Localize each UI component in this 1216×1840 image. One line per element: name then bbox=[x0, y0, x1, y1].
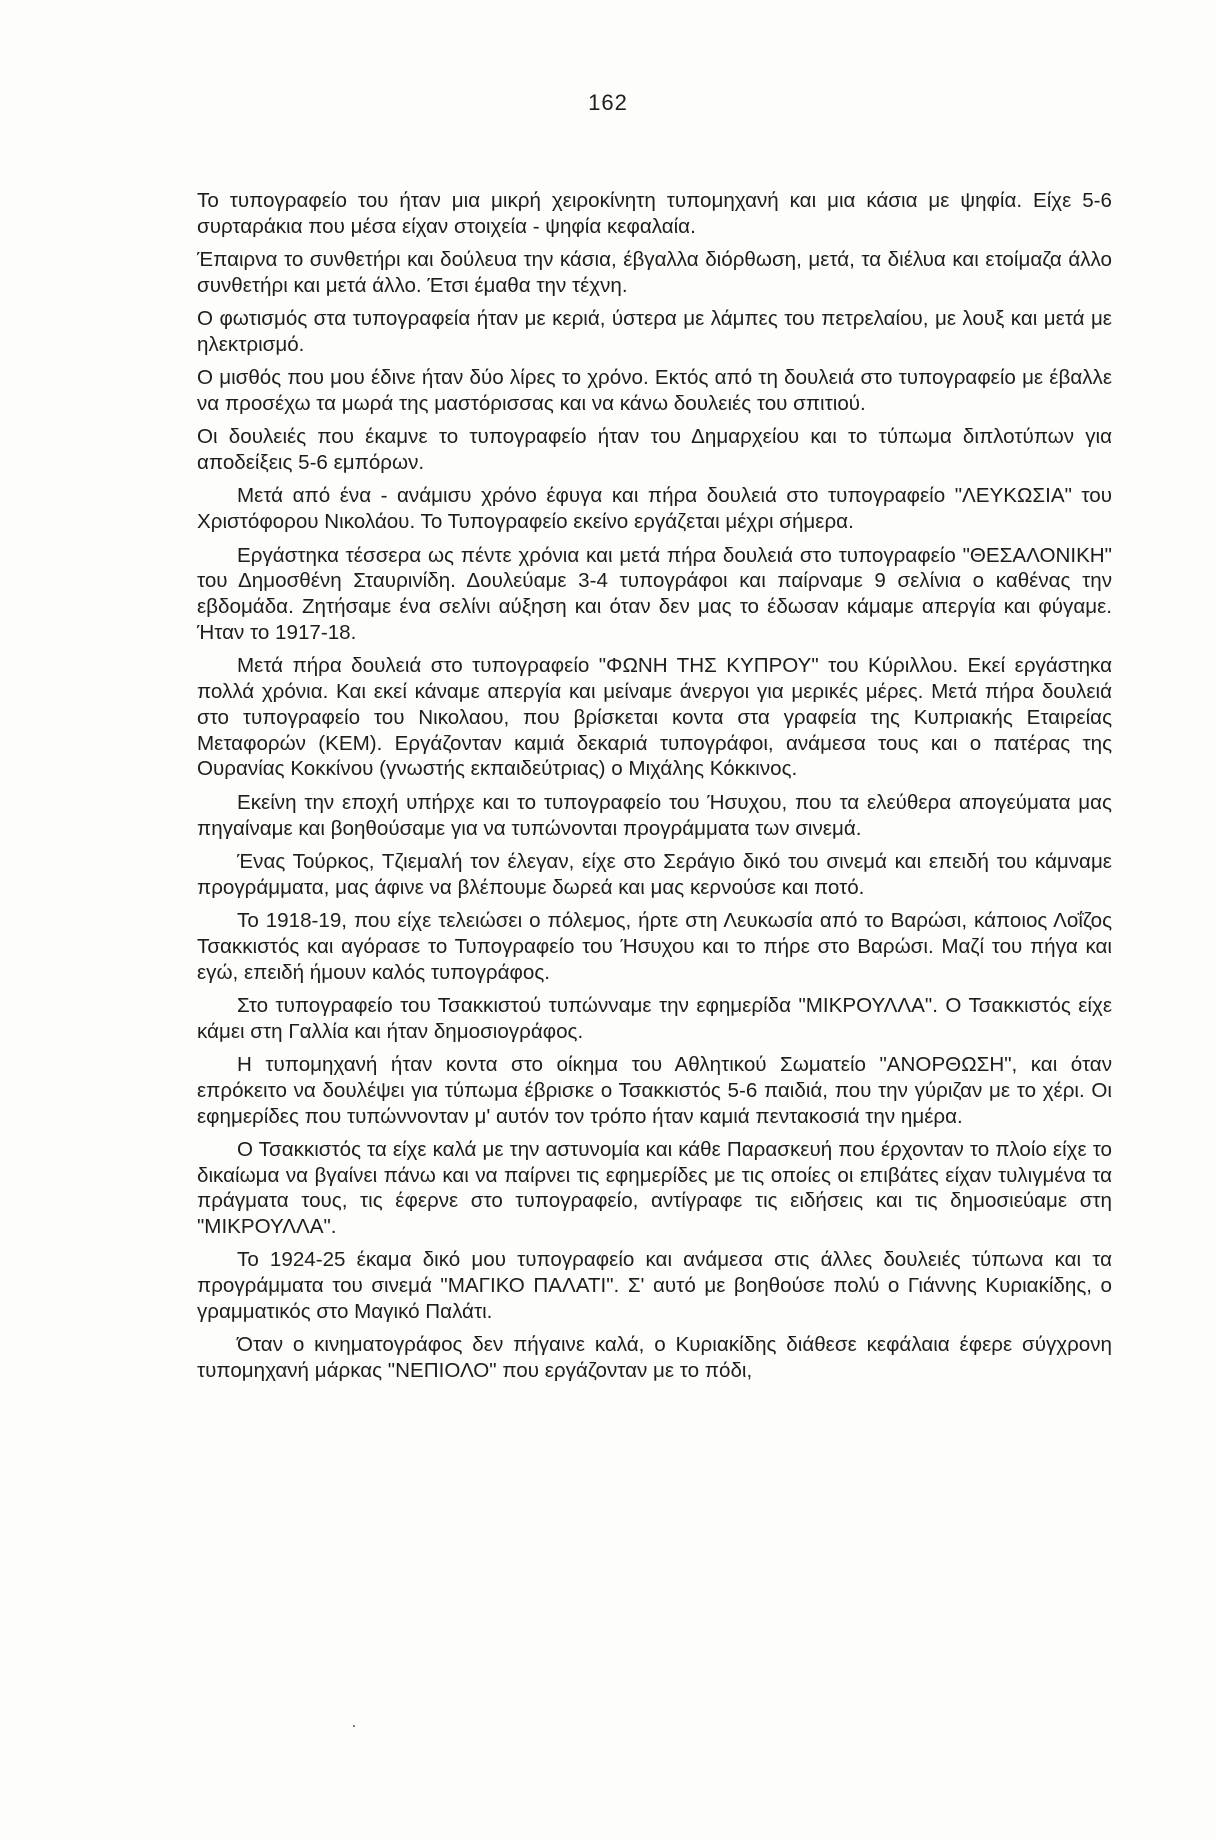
paragraph: Το 1924-25 έκαμα δικό μου τυπογραφείο και ανάμεσα στις άλλες δουλειές τύπωνα και τα προγράμματα του σινεμά "ΜΑΓΙΚΟ ΠΑΛΑΤΙ". Σ' αυτό με βοηθούσε πολύ ο Γιάννης Κυριακίδης, ο γραμματικός στο Μαγικό Παλάτι. bbox=[197, 1248, 1112, 1324]
scan-speck bbox=[353, 1725, 355, 1727]
paragraph: Εργάστηκα τέσσερα ως πέντε χρόνια και μετά πήρα δουλειά στο τυπογραφείο "ΘΕΣΑΛΟΝΙΚΗ" του Δημοσθένη Σταυρινίδη. Δουλεύαμε 3-4 τυπογράφοι και παίρναμε 9 σελίνια ο καθένας την εβδομάδα. Ζητήσαμε ένα σελίνι αύξηση και όταν δεν μας το έδωσαν κάμαμε απεργία και φύγαμε. Ήταν το 1917-18. bbox=[197, 543, 1112, 644]
paragraph: Ο φωτισμός στα τυπογραφεία ήταν με κεριά, ύστερα με λάμπες του πετρελαίου, με λουξ και μετά με ηλεκτρισμό. bbox=[197, 307, 1112, 356]
paragraph: Όταν ο κινηματογράφος δεν πήγαινε καλά, ο Κυριακίδης διάθεσε κεφάλαια έφερε σύγχρονη τυπομηχανή μάρκας "ΝΕΠΙΟΛΟ" που εργάζονταν με το πόδι, bbox=[197, 1333, 1112, 1383]
paragraph: Εκείνη την εποχή υπήρχε και το τυπογραφείο του Ήσυχου, που τα ελεύθερα απογεύματα μας πηγαίναμε και βοηθούσαμε για να τυπώνονται προγράμματα των σινεμά. bbox=[197, 790, 1112, 840]
paragraph: Ο μισθός που μου έδινε ήταν δύο λίρες το χρόνο. Εκτός από τη δουλειά στο τυπογραφείο με έβαλλε να προσέχω τα μωρά της μαστόρισσας και να κάνω δουλειές του σπιτιού. bbox=[197, 366, 1112, 416]
paragraph: Το 1918-19, που είχε τελειώσει ο πόλεμος, ήρτε στη Λευκωσία από το Βαρώσι, κάποιος Λοΐζος Τσακκιστός και αγόρασε το Τυπογραφείο του Ήσυχου και το πήρε στο Βαρώσι. Μαζί του πήγα και εγώ, επειδή ήμουν καλός τυπογράφος. bbox=[197, 908, 1112, 984]
paragraph: Έπαιρνα το συνθετήρι και δούλευα την κάσια, έβγαλλα διόρθωση, μετά, τα διέλυα και ετοίμαζα άλλο συνθετήρι και μετά άλλο. Έτσι έμαθα την τέχνη. bbox=[197, 248, 1112, 297]
paragraph: Ο Τσακκιστός τα είχε καλά με την αστυνομία και κάθε Παρασκευή που έρχονταν το πλοίο είχε το δικαίωμα να βγαίνει πάνω και να παίρνει τις εφημερίδες με τις οποίες οι επιβάτες είχαν τυλιγμένα τα πράγματα τους, τις έφερνε στο τυπογραφείο, αντίγραφε τις ειδήσεις και τις δημοσιεύαμε στη "ΜΙΚΡΟΥΛΛΑ". bbox=[197, 1137, 1112, 1239]
paragraph: Οι δουλειές που έκαμνε το τυπογραφείο ήταν του Δημαρχείου και το τύπωμα διπλοτύπων για αποδείξεις 5-6 εμπόρων. bbox=[197, 425, 1112, 475]
paragraph: Η τυπομηχανή ήταν κοντα στο οίκημα του Αθλητικού Σωματείο "ΑΝΟΡΘΩΣΗ", και όταν επρόκειτο να δουλέψει για τύπωμα έβρισκε ο Τσακκιστός 5-6 παιδιά, που την γύριζαν με το χέρι. Οι εφημερίδες που τυπώννονταν μ' αυτόν τον τρόπο ήταν καμιά πεντακοσιά την ημέρα. bbox=[197, 1052, 1112, 1128]
paragraph: Το τυπογραφείο του ήταν μια μικρή χειροκίνητη τυπομηχανή και μια κάσια με ψηφία. Είχε 5-6 συρταράκια που μέσα είχαν στοιχεία - ψηφία κεφαλαία. bbox=[197, 189, 1112, 238]
paragraph: Μετά από ένα - ανάμισυ χρόνο έφυγα και πήρα δουλειά στο τυπογραφείο "ΛΕΥΚΩΣΙΑ" του Χριστόφορου Νικολάου. Το Τυπογραφείο εκείνο εργάζεται μέχρι σήμερα. bbox=[197, 484, 1112, 534]
page-number: 162 bbox=[588, 90, 628, 115]
paragraph: Στο τυπογραφείο του Τσακκιστού τυπώνναμε την εφημερίδα "ΜΙΚΡΟΥΛΛΑ". Ο Τσακκιστός είχε κάμει στη Γαλλία και ήταν δημοσιογράφος. bbox=[197, 993, 1112, 1043]
body-text bbox=[197, 188, 1112, 1391]
paragraph: Ένας Τούρκος, Τζιεμαλή τον έλεγαν, είχε στο Σεράγιο δικό του σινεμά και επειδή του κάμναμε προγράμματα, μας άφινε να βλέπουμε δωρεά και μας κερνούσε και ποτό. bbox=[197, 849, 1112, 899]
paragraph: Μετά πήρα δουλειά στο τυπογραφείο "ΦΩΝΗ ΤΗΣ ΚΥΠΡΟΥ" του Κύριλλου. Εκεί εργάστηκα πολλά χρόνια. Και εκεί κάναμε απεργία και μείναμε άνεργοι για μερικές μέρες. Μετά πήρα δουλειά στο τυπογραφείο του Νικολαου, που βρίσκεται κοντα στα γραφεία της Κυπριακής Εταιρείας Μεταφορών (ΚΕΜ). Εργάζονταν καμιά δεκαριά τυπογράφοι, ανάμεσα τους και ο πατέρας της Ουρανίας Κοκκίνου (γνωστής εκπαιδεύτριας) ο Μιχάλης Κόκκινος. bbox=[197, 654, 1112, 781]
